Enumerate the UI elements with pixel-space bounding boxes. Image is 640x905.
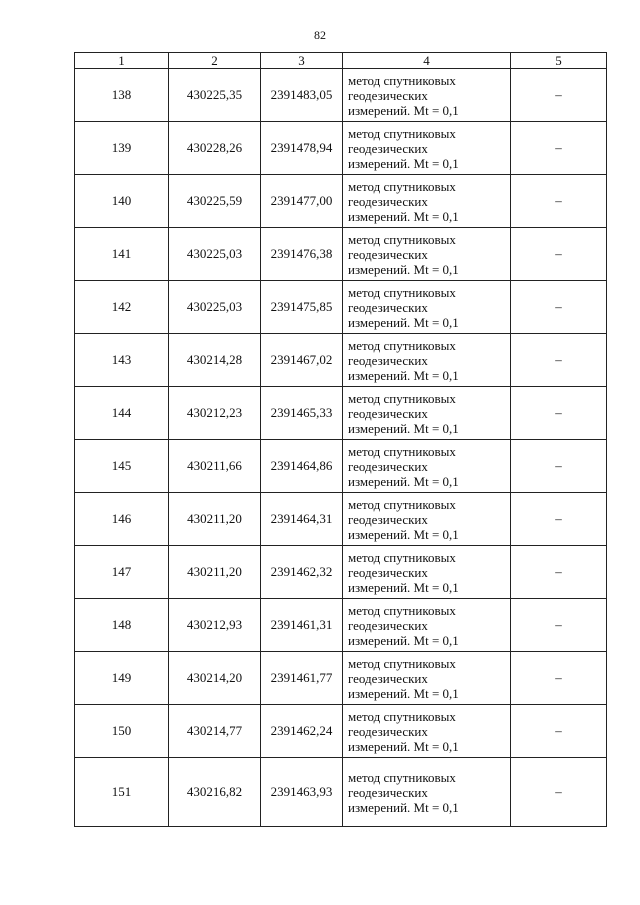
method-cell xyxy=(343,599,511,652)
method-cell xyxy=(343,546,511,599)
method-cell xyxy=(343,758,511,827)
x-coordinate-cell: 430225,03 xyxy=(169,228,261,281)
method-line: геодезических xyxy=(348,511,428,527)
table-row xyxy=(75,175,607,228)
note-cell: – xyxy=(511,493,607,546)
method-cell xyxy=(343,440,511,493)
point-number-cell: 139 xyxy=(75,122,169,175)
method-line: геодезических xyxy=(348,193,428,209)
note-cell: – xyxy=(511,546,607,599)
note-cell: – xyxy=(511,69,607,122)
y-coordinate-cell: 2391464,31 xyxy=(261,493,343,546)
table-row xyxy=(75,228,607,281)
point-number-cell: 149 xyxy=(75,652,169,705)
x-coordinate-cell: 430211,20 xyxy=(169,493,261,546)
y-coordinate-cell: 2391478,94 xyxy=(261,122,343,175)
y-coordinate-cell: 2391477,00 xyxy=(261,175,343,228)
coordinates-table xyxy=(74,52,607,827)
x-coordinate-cell: 430214,20 xyxy=(169,652,261,705)
y-coordinate-cell: 2391463,93 xyxy=(261,758,343,827)
table-row xyxy=(75,122,607,175)
method-line: метод спутниковых xyxy=(348,496,456,512)
table-row xyxy=(75,493,607,546)
method-cell xyxy=(343,705,511,758)
method-line: метод спутниковых xyxy=(348,769,456,785)
method-line: измерений. Mt = 0,1 xyxy=(348,632,459,648)
method-line: метод спутниковых xyxy=(348,178,456,194)
point-number-cell: 142 xyxy=(75,281,169,334)
column-header: 3 xyxy=(261,53,343,69)
table-row xyxy=(75,758,607,827)
column-header: 1 xyxy=(75,53,169,69)
method-line: измерений. Mt = 0,1 xyxy=(348,314,459,330)
x-coordinate-cell: 430225,03 xyxy=(169,281,261,334)
method-line: измерений. Mt = 0,1 xyxy=(348,367,459,383)
method-line: геодезических xyxy=(348,299,428,315)
y-coordinate-cell: 2391462,24 xyxy=(261,705,343,758)
y-coordinate-cell: 2391461,31 xyxy=(261,599,343,652)
point-number-cell: 145 xyxy=(75,440,169,493)
method-line: метод спутниковых xyxy=(348,549,456,565)
method-cell xyxy=(343,387,511,440)
method-line: метод спутниковых xyxy=(348,231,456,247)
method-line: измерений. Mt = 0,1 xyxy=(348,261,459,277)
y-coordinate-cell: 2391465,33 xyxy=(261,387,343,440)
method-line: геодезических xyxy=(348,246,428,262)
method-line: метод спутниковых xyxy=(348,72,456,88)
x-coordinate-cell: 430211,20 xyxy=(169,546,261,599)
table-row xyxy=(75,281,607,334)
table-row xyxy=(75,334,607,387)
x-coordinate-cell: 430216,82 xyxy=(169,758,261,827)
page-number: 82 xyxy=(314,28,326,42)
note-cell: – xyxy=(511,281,607,334)
table-row xyxy=(75,546,607,599)
x-coordinate-cell: 430214,28 xyxy=(169,334,261,387)
table-row xyxy=(75,387,607,440)
y-coordinate-cell: 2391462,32 xyxy=(261,546,343,599)
point-number-cell: 150 xyxy=(75,705,169,758)
point-number-cell: 140 xyxy=(75,175,169,228)
method-line: измерений. Mt = 0,1 xyxy=(348,579,459,595)
note-cell: – xyxy=(511,652,607,705)
method-cell xyxy=(343,493,511,546)
method-line: метод спутниковых xyxy=(348,390,456,406)
table-row xyxy=(75,599,607,652)
method-line: измерений. Mt = 0,1 xyxy=(348,473,459,489)
method-line: геодезических xyxy=(348,87,428,103)
method-cell xyxy=(343,228,511,281)
note-cell: – xyxy=(511,758,607,827)
table-header-row xyxy=(75,53,607,69)
column-header: 4 xyxy=(343,53,511,69)
y-coordinate-cell: 2391467,02 xyxy=(261,334,343,387)
y-coordinate-cell: 2391464,86 xyxy=(261,440,343,493)
y-coordinate-cell: 2391475,85 xyxy=(261,281,343,334)
x-coordinate-cell: 430225,59 xyxy=(169,175,261,228)
note-cell: – xyxy=(511,387,607,440)
point-number-cell: 141 xyxy=(75,228,169,281)
point-number-cell: 144 xyxy=(75,387,169,440)
x-coordinate-cell: 430228,26 xyxy=(169,122,261,175)
method-line: геодезических xyxy=(348,140,428,156)
method-line: измерений. Mt = 0,1 xyxy=(348,799,459,815)
method-line: геодезических xyxy=(348,458,428,474)
column-header: 2 xyxy=(169,53,261,69)
note-cell: – xyxy=(511,228,607,281)
point-number-cell: 147 xyxy=(75,546,169,599)
note-cell: – xyxy=(511,705,607,758)
method-cell xyxy=(343,334,511,387)
method-line: измерений. Mt = 0,1 xyxy=(348,738,459,754)
note-cell: – xyxy=(511,599,607,652)
method-line: геодезических xyxy=(348,723,428,739)
method-line: метод спутниковых xyxy=(348,443,456,459)
method-cell xyxy=(343,175,511,228)
table-row xyxy=(75,705,607,758)
method-line: геодезических xyxy=(348,564,428,580)
x-coordinate-cell: 430214,77 xyxy=(169,705,261,758)
method-line: метод спутниковых xyxy=(348,284,456,300)
method-line: метод спутниковых xyxy=(348,125,456,141)
note-cell: – xyxy=(511,440,607,493)
method-cell xyxy=(343,69,511,122)
method-line: измерений. Mt = 0,1 xyxy=(348,526,459,542)
method-line: метод спутниковых xyxy=(348,708,456,724)
method-line: метод спутниковых xyxy=(348,337,456,353)
y-coordinate-cell: 2391476,38 xyxy=(261,228,343,281)
method-cell xyxy=(343,652,511,705)
y-coordinate-cell: 2391461,77 xyxy=(261,652,343,705)
point-number-cell: 143 xyxy=(75,334,169,387)
method-line: измерений. Mt = 0,1 xyxy=(348,102,459,118)
point-number-cell: 146 xyxy=(75,493,169,546)
x-coordinate-cell: 430225,35 xyxy=(169,69,261,122)
x-coordinate-cell: 430211,66 xyxy=(169,440,261,493)
note-cell: – xyxy=(511,175,607,228)
note-cell: – xyxy=(511,334,607,387)
method-line: измерений. Mt = 0,1 xyxy=(348,685,459,701)
point-number-cell: 138 xyxy=(75,69,169,122)
column-header: 5 xyxy=(511,53,607,69)
x-coordinate-cell: 430212,93 xyxy=(169,599,261,652)
method-line: геодезических xyxy=(348,670,428,686)
method-line: измерений. Mt = 0,1 xyxy=(348,155,459,171)
method-line: геодезических xyxy=(348,352,428,368)
point-number-cell: 148 xyxy=(75,599,169,652)
table-row xyxy=(75,652,607,705)
method-line: геодезических xyxy=(348,784,428,800)
x-coordinate-cell: 430212,23 xyxy=(169,387,261,440)
method-line: измерений. Mt = 0,1 xyxy=(348,420,459,436)
method-line: геодезических xyxy=(348,405,428,421)
note-cell: – xyxy=(511,122,607,175)
method-cell xyxy=(343,122,511,175)
method-cell xyxy=(343,281,511,334)
table-row xyxy=(75,440,607,493)
table-row xyxy=(75,69,607,122)
method-line: метод спутниковых xyxy=(348,602,456,618)
y-coordinate-cell: 2391483,05 xyxy=(261,69,343,122)
method-line: измерений. Mt = 0,1 xyxy=(348,208,459,224)
table-body xyxy=(75,69,607,827)
method-line: геодезических xyxy=(348,617,428,633)
point-number-cell: 151 xyxy=(75,758,169,827)
method-line: метод спутниковых xyxy=(348,655,456,671)
